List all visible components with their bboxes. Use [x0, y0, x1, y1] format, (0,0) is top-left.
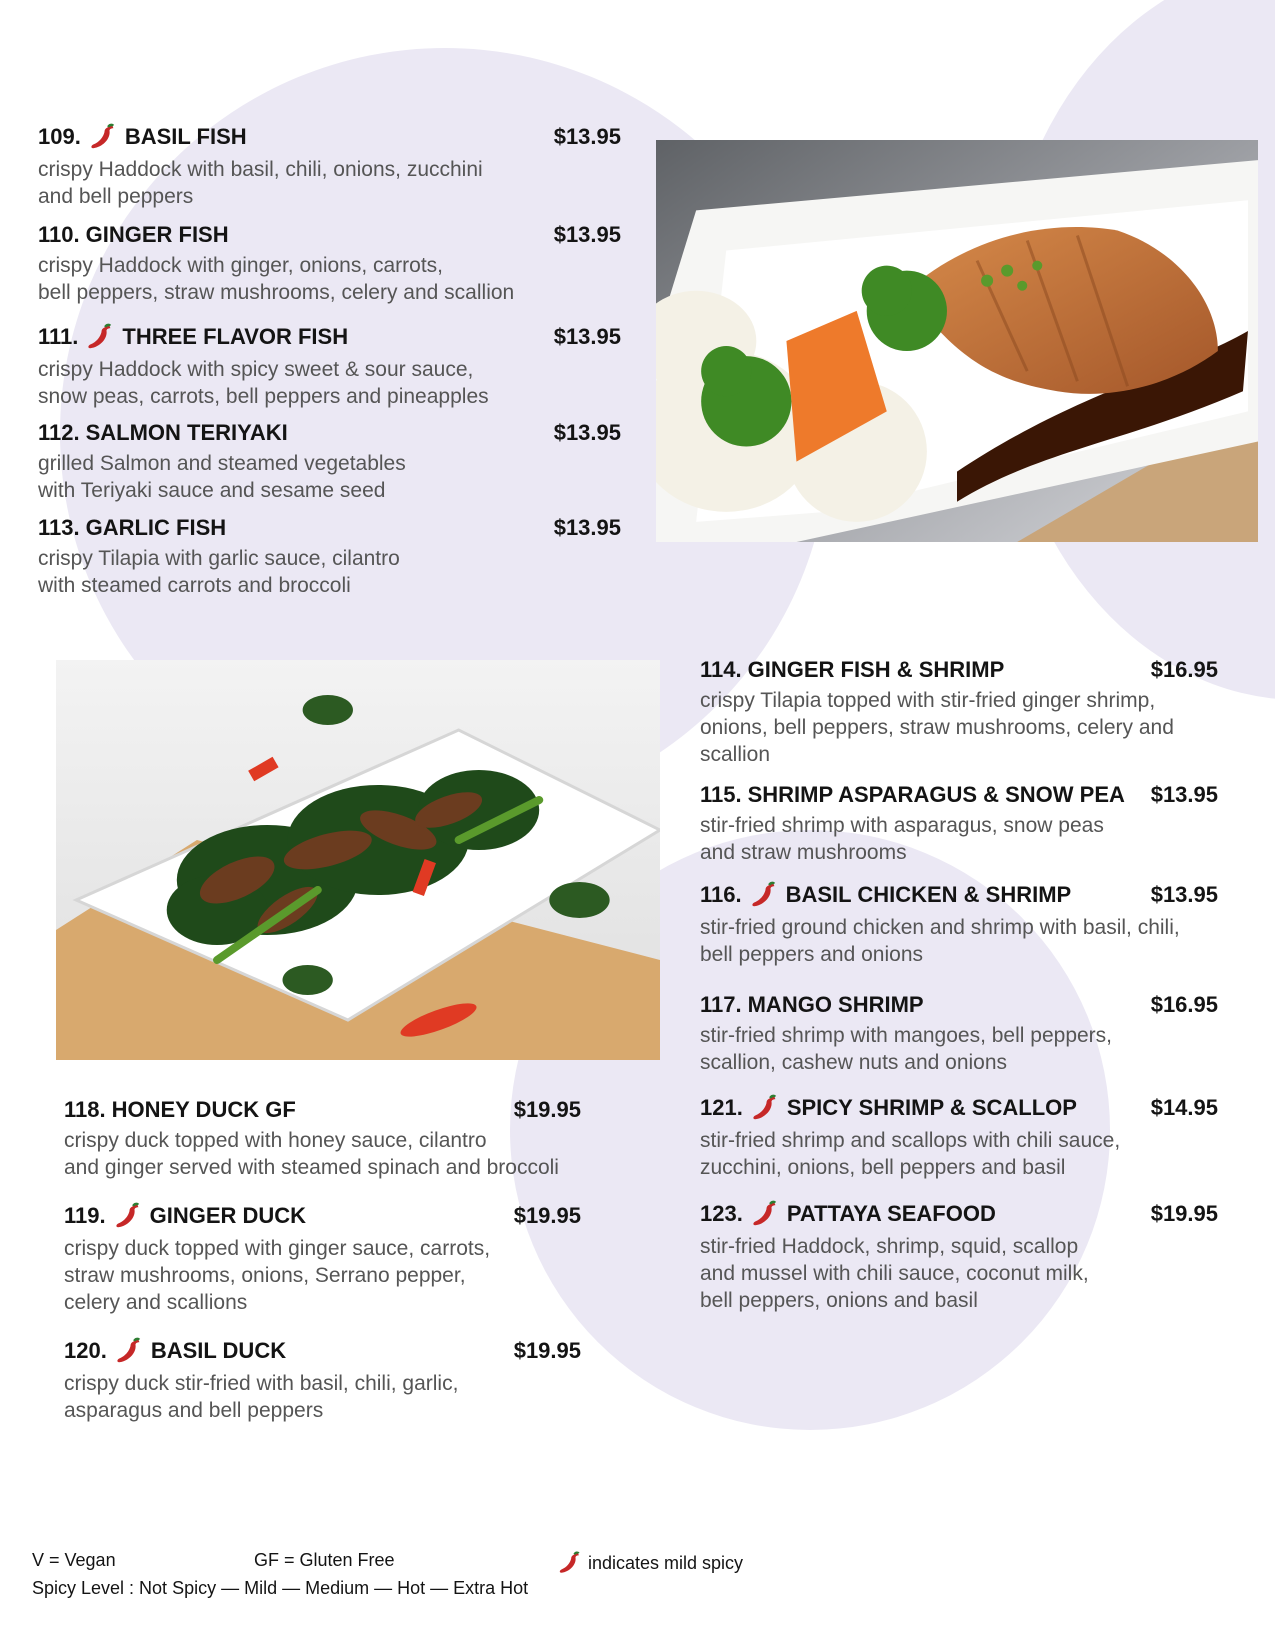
- item-price: $19.95: [513, 1338, 581, 1363]
- item-number: 115.: [700, 782, 742, 807]
- menu-item: [700, 992, 1218, 1076]
- item-description: crispy Haddock with spicy sweet & sour sauce, snow peas, carrots, bell peppers and pineapples: [38, 358, 489, 408]
- item-price: $14.95: [1150, 1095, 1218, 1120]
- item-number: 117.: [700, 992, 742, 1017]
- chili-pepper-icon: [112, 1201, 142, 1231]
- menu-item: [64, 1336, 581, 1424]
- menu-item: [700, 782, 1218, 866]
- item-description: stir-fried shrimp and scallops with chili sauce, zucchini, onions, bell peppers and basil: [700, 1129, 1121, 1179]
- item-description: grilled Salmon and steamed vegetables with Teriyaki sauce and sesame seed: [38, 452, 406, 502]
- legend-spicy-levels: Spicy Level : Not Spicy — Mild — Medium — Hot — Extra Hot: [32, 1578, 529, 1598]
- menu-item: [700, 1199, 1218, 1314]
- item-name: SHRIMP ASPARAGUS & SNOW PEA: [747, 782, 1125, 807]
- item-name: HONEY DUCK GF: [111, 1097, 296, 1122]
- item-name: GINGER DUCK: [149, 1203, 307, 1228]
- menu-item: [38, 515, 621, 599]
- basil-duck-photo: [56, 660, 660, 1060]
- item-name: THREE FLAVOR FISH: [122, 324, 349, 349]
- item-number: 109.: [38, 124, 81, 149]
- menu-item: [700, 880, 1218, 968]
- item-price: $13.95: [553, 222, 621, 247]
- item-name: SPICY SHRIMP & SCALLOP: [786, 1095, 1077, 1120]
- item-price: $13.95: [553, 324, 621, 349]
- item-number: 114.: [700, 657, 742, 682]
- menu-item: [700, 657, 1218, 768]
- item-number: 116.: [700, 882, 742, 907]
- item-description: crispy duck stir-fried with basil, chili, garlic, asparagus and bell peppers: [64, 1372, 459, 1422]
- item-name: SALMON TERIYAKI: [85, 420, 288, 445]
- item-number: 110.: [38, 222, 80, 247]
- item-description: stir-fried ground chicken and shrimp with basil, chili, bell peppers and onions: [700, 916, 1180, 966]
- item-price: $13.95: [553, 124, 621, 149]
- item-description: crispy Tilapia with garlic sauce, cilantro with steamed carrots and broccoli: [38, 547, 400, 597]
- item-number: 121.: [700, 1095, 743, 1120]
- item-price: $19.95: [513, 1097, 581, 1122]
- item-number: 119.: [64, 1203, 106, 1228]
- item-description: crispy Haddock with ginger, onions, carrots, bell peppers, straw mushrooms, celery and scallion: [38, 254, 515, 304]
- menu-item: [38, 222, 621, 306]
- item-price: $13.95: [553, 420, 621, 445]
- item-number: 111.: [38, 324, 79, 349]
- item-price: $13.95: [553, 515, 621, 540]
- chili-pepper-icon: [749, 1199, 779, 1229]
- item-number: 123.: [700, 1201, 743, 1226]
- chili-pepper-icon: [87, 122, 117, 152]
- menu-item: [38, 420, 621, 504]
- item-number: 118.: [64, 1097, 106, 1122]
- item-name: BASIL DUCK: [150, 1338, 287, 1363]
- legend-mild-spicy: [556, 1550, 743, 1576]
- item-number: 112.: [38, 420, 80, 445]
- item-price: $19.95: [1150, 1201, 1218, 1226]
- salmon-teriyaki-photo: [656, 140, 1258, 542]
- item-description: crispy Tilapia topped with stir-fried ginger shrimp, onions, bell peppers, straw mushrooms, celery and scallion: [700, 689, 1174, 766]
- chili-pepper-icon: [84, 322, 114, 352]
- chili-pepper-icon: [556, 1550, 582, 1576]
- item-number: 113.: [38, 515, 80, 540]
- item-name: BASIL CHICKEN & SHRIMP: [785, 882, 1072, 907]
- legend-gluten-free: GF = Gluten Free: [254, 1550, 395, 1570]
- item-price: $16.95: [1150, 657, 1218, 682]
- item-price: $13.95: [1150, 782, 1218, 807]
- item-number: 120.: [64, 1338, 107, 1363]
- item-description: crispy duck topped with ginger sauce, carrots, straw mushrooms, onions, Serrano pepper, celery and scallions: [64, 1237, 491, 1314]
- item-price: $19.95: [513, 1203, 581, 1228]
- menu-item: [64, 1201, 581, 1316]
- item-name: GINGER FISH: [85, 222, 229, 247]
- item-name: GARLIC FISH: [85, 515, 227, 540]
- item-description: crispy duck topped with honey sauce, cilantro and ginger served with steamed spinach and broccoli: [64, 1129, 559, 1179]
- item-name: GINGER FISH & SHRIMP: [747, 657, 1005, 682]
- item-name: BASIL FISH: [124, 124, 247, 149]
- chili-pepper-icon: [749, 1093, 779, 1123]
- item-price: $13.95: [1150, 882, 1218, 907]
- legend-vegan: V = Vegan: [32, 1550, 116, 1570]
- item-name: MANGO SHRIMP: [747, 992, 924, 1017]
- chili-pepper-icon: [113, 1336, 143, 1366]
- item-description: stir-fried shrimp with mangoes, bell peppers, scallion, cashew nuts and onions: [700, 1024, 1113, 1074]
- item-description: stir-fried Haddock, shrimp, squid, scallop and mussel with chili sauce, coconut milk, bell peppers, onions and basil: [700, 1235, 1089, 1312]
- legend: [32, 1550, 744, 1599]
- menu-item: [38, 322, 621, 410]
- item-name: PATTAYA SEAFOOD: [786, 1201, 996, 1226]
- item-description: stir-fried shrimp with asparagus, snow peas and straw mushrooms: [700, 814, 1104, 864]
- menu-item: [700, 1093, 1218, 1181]
- item-description: crispy Haddock with basil, chili, onions, zucchini and bell peppers: [38, 158, 483, 208]
- menu-item: [38, 122, 621, 210]
- chili-pepper-icon: [748, 880, 778, 910]
- menu-item: [64, 1097, 581, 1181]
- item-price: $16.95: [1150, 992, 1218, 1017]
- legend-mild-spicy-label: indicates mild spicy: [588, 1552, 744, 1573]
